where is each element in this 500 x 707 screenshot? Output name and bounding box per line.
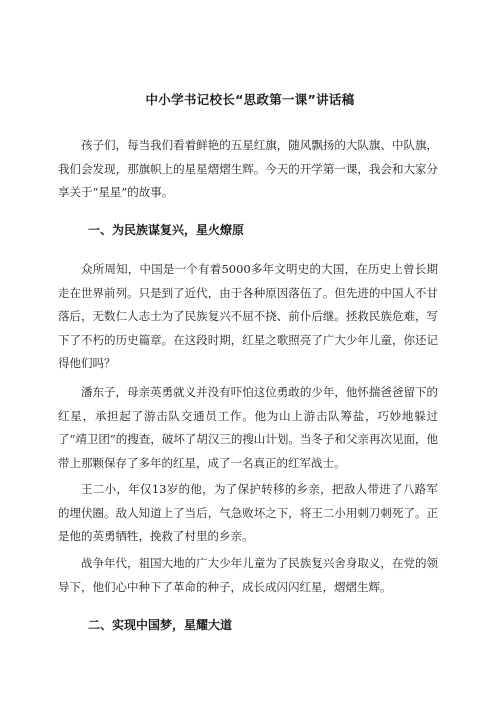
section-heading-1: 一、为民族谋复兴，星火燎原 bbox=[88, 223, 245, 237]
section-heading-2: 二、实现中国梦，星耀大道 bbox=[88, 618, 233, 632]
section1-paragraph-3: 王二小，年仅13岁的他，为了保护转移的乡亲，把敌人带进了八路军的埋伏圈。敌人知道上了当后，气急败坏之下，将王二小用刺刀刺死了。正是他的英勇牺牲，挽救了村里的乡亲。 bbox=[58, 482, 438, 543]
section1-paragraph-1: 众所周知，中国是一个有着5000多年文明史的大国，在历史上曾长期走在世界前列。只是到了近代，由于各种原因落伍了。但先进的中国人不甘落后，无数仁人志士为了民族复兴不屈不挠、前仆后继。拯救民族危难，写下了不朽的历史篇章。在这段时期，红星之歌照亮了广大少年儿童，你还记得他们吗？ bbox=[58, 262, 438, 370]
document-title: 中小学书记校长“思政第一课”讲话稿 bbox=[145, 92, 355, 107]
intro-paragraph: 孩子们，每当我们看着鲜艳的五星红旗，随风飘扬的大队旗、中队旗，我们会发现，那旗帜上的星星熠熠生辉。今天的开学第一课，我会和大家分享关于“星星”的故事。 bbox=[58, 138, 438, 199]
section1-paragraph-4: 战争年代，祖国大地的广大少年儿童为了民族复兴舍身取义，在党的领导下，他们心中种下了革命的种子，成长成闪闪红星，熠熠生辉。 bbox=[58, 556, 438, 594]
section1-paragraph-2: 潘东子，母亲英勇就义并没有吓怕这位勇敢的少年，他怀揣爸爸留下的红星，承担起了游击队交通员工作。他为山上游击队筹盐，巧妙地躲过了“靖卫团”的搜查，破坏了胡汉三的搜山计划。当冬子和父亲再次见面，他带上那颗保存了多年的红星，成了一名真正的红军战士。 bbox=[58, 385, 438, 470]
